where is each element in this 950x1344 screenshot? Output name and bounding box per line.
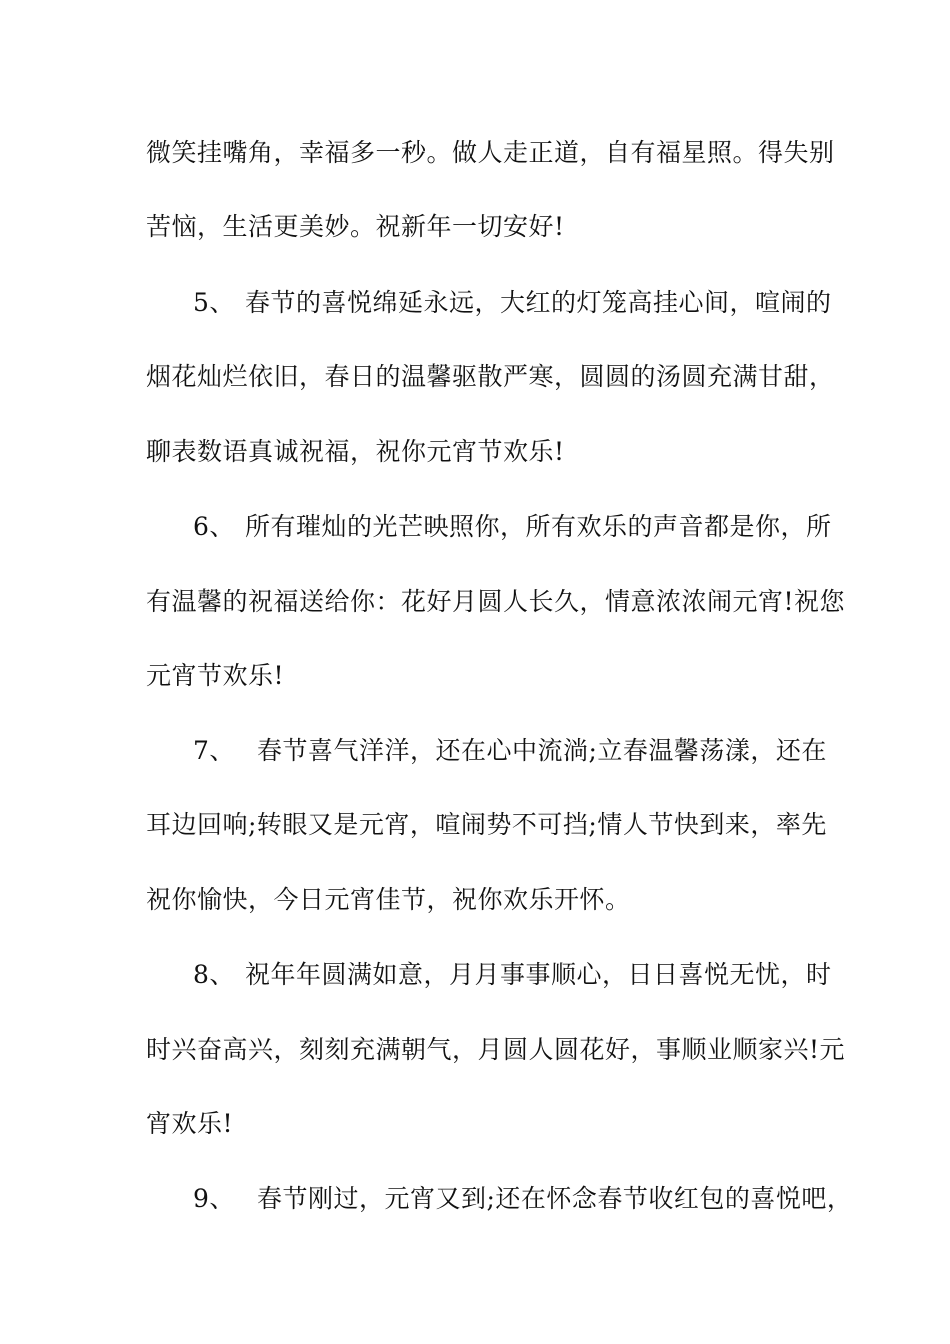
paragraph-line: 时兴奋高兴，刻刻充满朝气，月圆人圆花好，事顺业顺家兴!元 (146, 1035, 846, 1064)
list-number: 8、 (193, 960, 235, 989)
list-item-7-line (193, 736, 883, 766)
paragraph-line: 苦恼，生活更美妙。祝新年一切安好! (146, 212, 565, 241)
paragraph-line: 聊表数语真诚祝福，祝你元宵节欢乐! (146, 437, 565, 466)
paragraph-text: 春节喜气洋洋，还在心中流淌;立春温馨荡漾，还在 (257, 736, 827, 765)
paragraph-text: 春节刚过，元宵又到;还在怀念春节收红包的喜悦吧， (257, 1184, 853, 1213)
paragraph-line: 祝你愉快，今日元宵佳节，祝你欢乐开怀。 (146, 885, 631, 914)
paragraph-line: 耳边回响;转眼又是元宵，喧闹势不可挡;情人节快到来，率先 (146, 810, 827, 839)
list-item-5-line (193, 288, 883, 318)
list-item-9-line (193, 1184, 883, 1214)
paragraph-line: 烟花灿烂依旧，春日的温馨驱散严寒，圆圆的汤圆充满甘甜， (146, 362, 835, 391)
paragraph-text: 祝年年圆满如意，月月事事顺心，日日喜悦无忧，时 (245, 960, 832, 989)
paragraph-line: 元宵节欢乐! (146, 661, 285, 690)
paragraph-line: 微笑挂嘴角，幸福多一秒。做人走正道，自有福星照。得失别 (146, 138, 835, 167)
list-item-8-line (193, 960, 883, 990)
list-number: 5、 (193, 288, 235, 317)
paragraph-line: 有温馨的祝福送给你：花好月圆人长久，情意浓浓闹元宵!祝您 (146, 587, 846, 616)
list-number: 9、 (193, 1184, 235, 1213)
paragraph-text: 所有璀灿的光芒映照你，所有欢乐的声音都是你，所 (245, 512, 832, 541)
paragraph-line: 宵欢乐! (146, 1109, 234, 1138)
list-number: 6、 (193, 512, 235, 541)
list-item-6-line (193, 512, 883, 542)
paragraph-text: 春节的喜悦绵延永远，大红的灯笼高挂心间，喧闹的 (245, 288, 832, 317)
list-number: 7、 (193, 736, 235, 765)
